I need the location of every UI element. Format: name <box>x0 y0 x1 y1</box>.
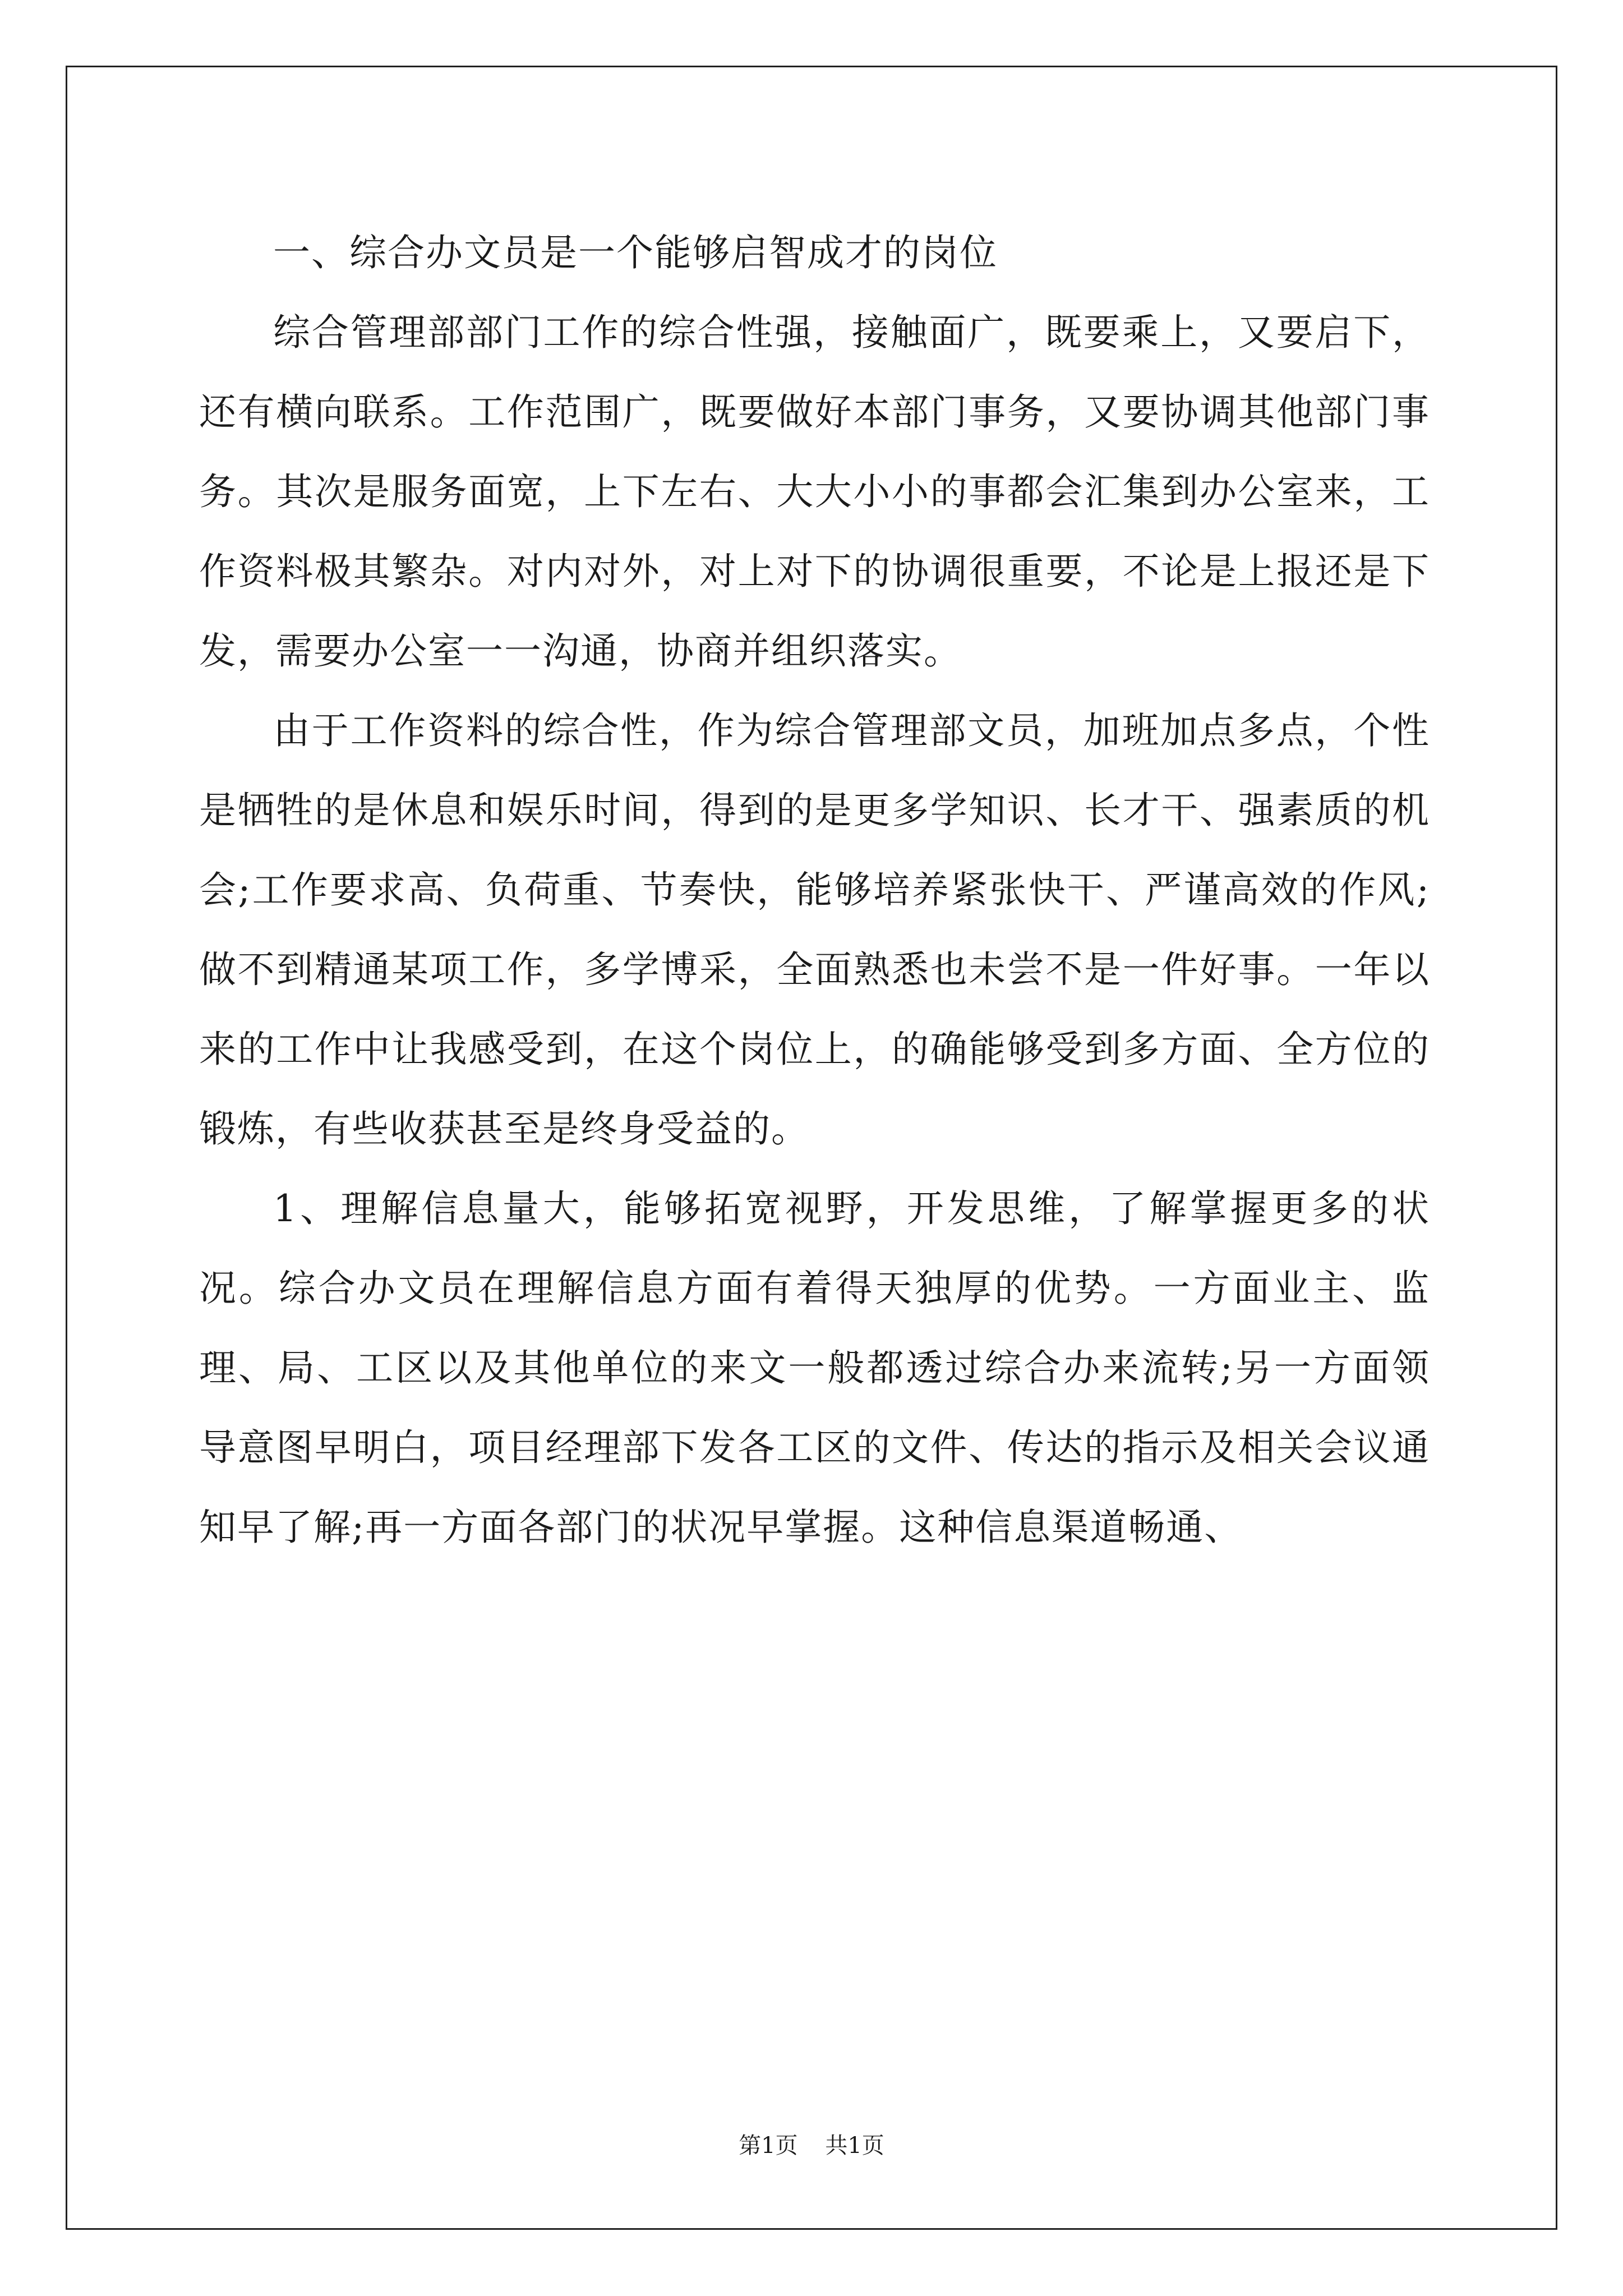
paragraph: 由于工作资料的综合性，作为综合管理部文员，加班加点多点，个性是牺牲的是休息和娱乐时间，得到的是更多学知识、长才干、强素质的机会;工作要求高、负荷重、节奏快，能够培养紧张快干、严谨高效的作风;做不到精通某项工作，多学博采，全面熟悉也未尝不是一件好事。一年以来的工作中让我感受到，在这个岗位上，的确能够受到多方面、全方位的锻炼，有些收获甚至是终身受益的。 <box>199 709 1430 1151</box>
page-number-current: 第1页 <box>739 2133 798 2159</box>
section-heading: 一、综合办文员是一个能够启智成才的岗位 <box>273 231 998 274</box>
document-body <box>199 213 1430 1567</box>
page-number-total: 共1页 <box>825 2133 884 2159</box>
page-footer <box>0 2132 1623 2160</box>
paragraph: 综合管理部部门工作的综合性强，接触面广，既要乘上，又要启下，还有横向联系。工作范围广，既要做好本部门事务，又要协调其他部门事务。其次是服务面宽，上下左右、大大小小的事都会汇集到办公室来，工作资料极其繁杂。对内对外，对上对下的协调很重要，不论是上报还是下发，需要办公室一一沟通，协商并组织落实。 <box>199 311 1430 673</box>
paragraph: 1、理解信息量大，能够拓宽视野，开发思维，了解掌握更多的状况。综合办文员在理解信息方面有着得天独厚的优势。一方面业主、监理、局、工区以及其他单位的来文一般都透过综合办来流转;另一方面领导意图早明白，项目经理部下发各工区的文件、传达的指示及相关会议通知早了解;再一方面各部门的状况早掌握。这种信息渠道畅通、 <box>199 1187 1430 1549</box>
